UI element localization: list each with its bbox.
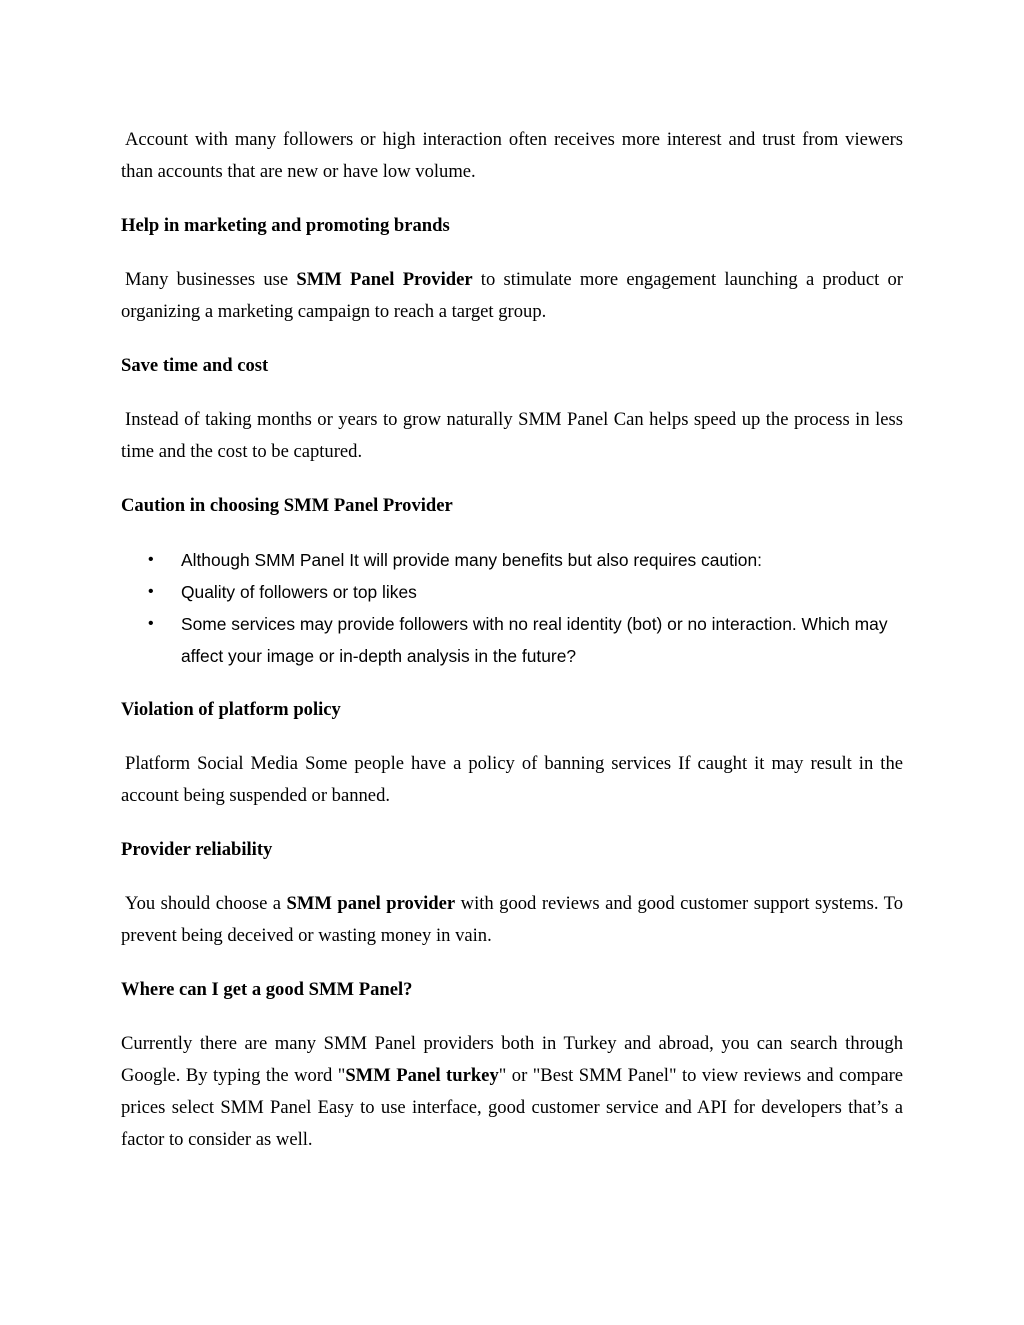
where-bold-link: SMM Panel turkey xyxy=(345,1065,499,1086)
where-text-after: " or "Best SMM Panel" to view reviews and compare prices select SMM Panel Easy to use interface, good customer service and API for developers that’s a factor to consider as well. xyxy=(121,1065,904,1150)
heading-reliability: Provider reliability xyxy=(121,839,273,860)
bullet-icon: • xyxy=(148,615,154,632)
marketing-bold-link: SMM Panel Provider xyxy=(296,269,473,290)
heading-where: Where can I get a good SMM Panel? xyxy=(121,979,413,1000)
intro-paragraph xyxy=(121,124,903,188)
where-text-before: Currently there are many SMM Panel providers both in Turkey and abroad, you can search through Google. By typing the word " xyxy=(121,1033,903,1086)
reliability-paragraph xyxy=(121,888,903,952)
caution-list xyxy=(121,544,903,672)
caution-item-text: Although SMM Panel It will provide many benefits but also requires caution: xyxy=(181,550,762,570)
heading-save-time: Save time and cost xyxy=(121,355,269,376)
intro-text: Account with many followers or high interaction often receives more interest and trust from viewers than accounts that are new or have low volume. xyxy=(121,129,903,182)
bullet-icon: • xyxy=(148,551,154,568)
heading-marketing: Help in marketing and promoting brands xyxy=(121,215,450,236)
marketing-paragraph xyxy=(121,264,903,328)
heading-caution: Caution in choosing SMM Panel Provider xyxy=(121,495,453,516)
marketing-text-before: Many businesses use xyxy=(125,269,297,290)
violation-text: Platform Social Media Some people have a policy of banning services If caught it may result in the account being suspended or banned. xyxy=(121,753,903,806)
caution-list-item xyxy=(121,576,903,608)
caution-item-text: Some services may provide followers with no real identity (bot) or no interaction. Which may affect your image or in-depth analysis in the future? xyxy=(181,614,888,666)
save-time-text: Instead of taking months or years to grow naturally SMM Panel Can helps speed up the process in less time and the cost to be captured. xyxy=(121,409,903,462)
document-page xyxy=(121,124,903,1178)
reliability-text-before: You should choose a xyxy=(125,893,287,914)
reliability-text-after: with good reviews and good customer support systems. To prevent being deceived or wasting money in vain. xyxy=(121,893,903,946)
bullet-icon: • xyxy=(148,583,154,600)
caution-list-item xyxy=(121,544,903,576)
reliability-bold-link: SMM panel provider xyxy=(286,893,456,914)
caution-item-text: Quality of followers or top likes xyxy=(181,582,417,602)
marketing-text-after: to stimulate more engagement launching a product or organizing a marketing campaign to reach a target group. xyxy=(121,269,903,322)
caution-list-item xyxy=(121,608,903,672)
where-paragraph xyxy=(121,1028,903,1156)
save-time-paragraph xyxy=(121,404,903,468)
violation-paragraph xyxy=(121,748,903,812)
heading-violation: Violation of platform policy xyxy=(121,699,341,720)
